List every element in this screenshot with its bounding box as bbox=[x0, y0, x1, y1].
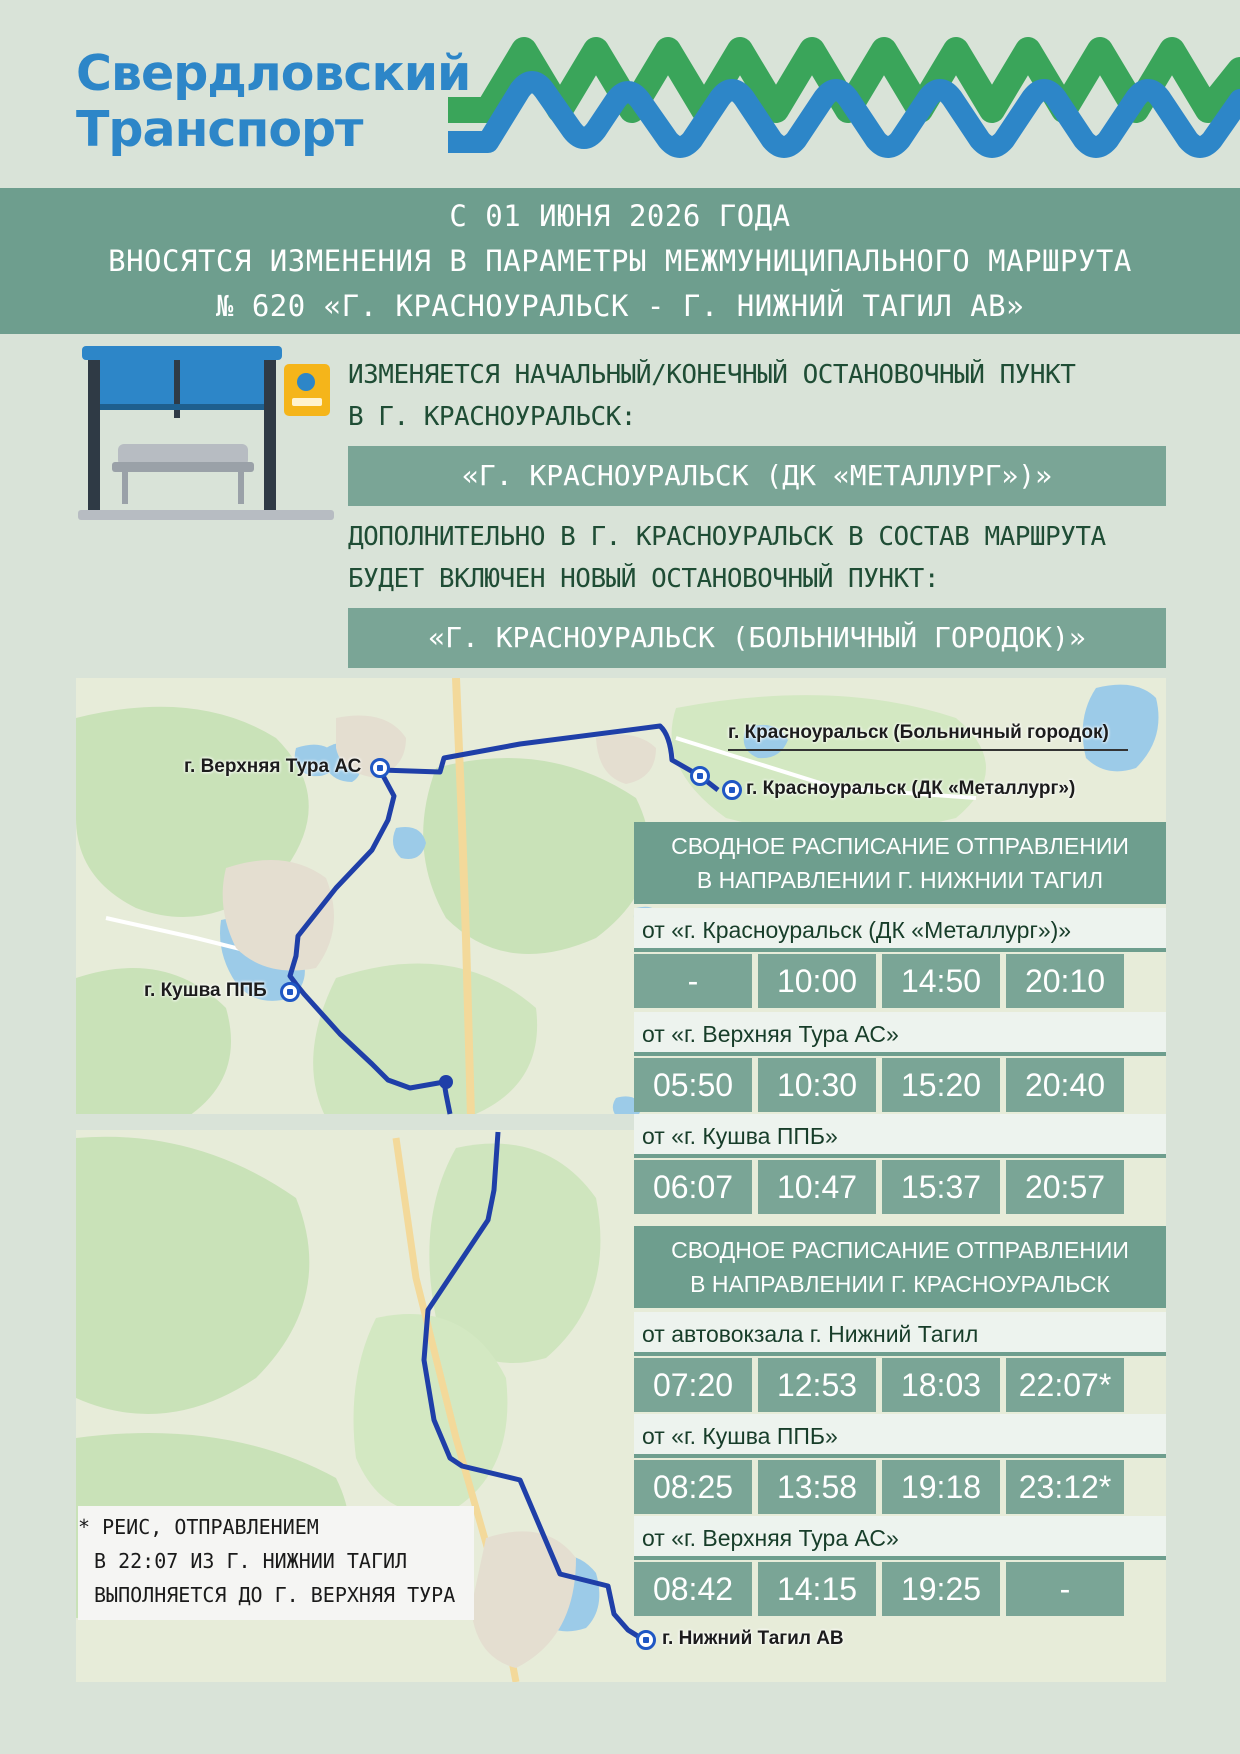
timetable-header-to-tagil bbox=[634, 822, 1166, 904]
departure-time-cell: 15:20 bbox=[882, 1058, 1000, 1112]
footnote-line-3: ВЫПОЛНЯЕТСЯ ДО Г. ВЕРХНЯЯ ТУРА bbox=[94, 1583, 456, 1607]
wave-pattern-logo bbox=[448, 30, 1240, 166]
timetable-row bbox=[634, 1358, 1166, 1416]
departure-time-cell: 22:07* bbox=[1006, 1358, 1124, 1412]
map-split-gap bbox=[76, 1114, 636, 1130]
map-label-krasnouralsk-dk: г. Красноуральск (ДК «Металлург») bbox=[746, 778, 1076, 799]
map-label-krasnouralsk-hospital: г. Красноуральск (Больничный городок) bbox=[728, 722, 1109, 743]
departure-time-cell: 08:42 bbox=[634, 1562, 752, 1616]
timetable-row bbox=[634, 1058, 1166, 1116]
timetable-origin-label: от «г. Верхняя Тура АС» bbox=[634, 1012, 1166, 1056]
departure-time-cell: 19:18 bbox=[882, 1460, 1000, 1514]
departure-time-cell: 10:30 bbox=[758, 1058, 876, 1112]
map-label-kushva: г. Кушва ППБ bbox=[144, 980, 267, 1001]
departure-time-cell: 20:10 bbox=[1006, 954, 1124, 1008]
map-label-verkhnyaya-tura: г. Верхняя Тура АС bbox=[184, 756, 362, 777]
departure-time-cell: - bbox=[1006, 1562, 1124, 1616]
timetable-row bbox=[634, 1160, 1166, 1218]
departure-time-cell: 13:58 bbox=[758, 1460, 876, 1514]
footnote-line-2: В 22:07 ИЗ Г. НИЖНИИ ТАГИЛ bbox=[94, 1549, 408, 1573]
banner-line-1: С 01 ИЮНЯ 2026 ГОДА bbox=[449, 198, 791, 233]
change-line-1: ИЗМЕНЯЕТСЯ НАЧАЛЬНЫЙ/КОНЕЧНЫЙ ОСТАНОВОЧНЫЙ ПУНКТ bbox=[348, 360, 1076, 390]
departure-time-cell: 14:50 bbox=[882, 954, 1000, 1008]
departure-time-cell: 10:00 bbox=[758, 954, 876, 1008]
bus-stop-icon-verkhnyaya-tura bbox=[370, 758, 390, 778]
departure-time-cell: 06:07 bbox=[634, 1160, 752, 1214]
departure-time-cell: 05:50 bbox=[634, 1058, 752, 1112]
departure-time-cell: 18:03 bbox=[882, 1358, 1000, 1412]
timetable-title-line-2: В НАПРАВЛЕНИИ Г. КРАСНОУРАЛЬСК bbox=[690, 1271, 1110, 1297]
added-stop-box: «Г. КРАСНОУРАЛЬСК (БОЛЬНИЧНЫЙ ГОРОДОК)» bbox=[348, 608, 1166, 668]
bus-stop-icon-krasnouralsk-hospital bbox=[690, 766, 710, 786]
label-underline bbox=[728, 749, 1128, 751]
departure-time-cell: 23:12* bbox=[1006, 1460, 1124, 1514]
departure-time-cell: 15:37 bbox=[882, 1160, 1000, 1214]
added-line-1: ДОПОЛНИТЕЛЬНО В Г. КРАСНОУРАЛЬСК В СОСТАВ МАРШРУТА bbox=[348, 522, 1106, 552]
bus-stop-icon-kushva bbox=[280, 982, 300, 1002]
timetable-row bbox=[634, 1460, 1166, 1518]
footnote-line-1: * РЕИС, ОТПРАВЛЕНИЕМ bbox=[78, 1515, 319, 1539]
departure-time-cell: 12:53 bbox=[758, 1358, 876, 1412]
start-stop-change-text bbox=[348, 354, 1075, 438]
departure-time-cell: 20:40 bbox=[1006, 1058, 1124, 1112]
added-line-2: БУДЕТ ВКЛЮЧЕН НОВЫЙ ОСТАНОВОЧНЫЙ ПУНКТ: bbox=[348, 564, 939, 594]
new-start-stop-box: «Г. КРАСНОУРАЛЬСК (ДК «МЕТАЛЛУРГ»)» bbox=[348, 446, 1166, 506]
bus-stop-icon-nizhny-tagil bbox=[636, 1630, 656, 1650]
departure-time-cell: 14:15 bbox=[758, 1562, 876, 1616]
logo-line-1: Свердловский bbox=[76, 45, 471, 102]
departure-time-cell: 07:20 bbox=[634, 1358, 752, 1412]
banner-line-3: № 620 «Г. КРАСНОУРАЛЬСК - Г. НИЖНИЙ ТАГИЛ АВ» bbox=[215, 288, 1025, 323]
brand-logo bbox=[76, 46, 470, 158]
timetable-origin-label: от автовокзала г. Нижний Тагил bbox=[634, 1312, 1166, 1356]
timetable-title-line-1: СВОДНОЕ РАСПИСАНИЕ ОТПРАВЛЕНИИ bbox=[671, 833, 1129, 859]
footnote bbox=[78, 1506, 474, 1620]
departure-time-cell: 19:25 bbox=[882, 1562, 1000, 1616]
logo-line-2: Транспорт bbox=[76, 101, 363, 158]
timetable-title-line-2: В НАПРАВЛЕНИИ Г. НИЖНИИ ТАГИЛ bbox=[696, 867, 1104, 893]
added-stop-text bbox=[348, 516, 1106, 600]
timetable-row bbox=[634, 954, 1166, 1012]
timetable-origin-label: от «г. Кушва ППБ» bbox=[634, 1414, 1166, 1458]
timetable-header-to-krasnouralsk bbox=[634, 1226, 1166, 1308]
departure-time-cell: 20:57 bbox=[1006, 1160, 1124, 1214]
departure-time-cell: 10:47 bbox=[758, 1160, 876, 1214]
bus-stop-icon-krasnouralsk-dk bbox=[722, 780, 742, 800]
timetable-origin-label: от «г. Кушва ППБ» bbox=[634, 1114, 1166, 1158]
departure-time-cell: - bbox=[634, 954, 752, 1008]
change-line-2: В Г. КРАСНОУРАЛЬСК: bbox=[348, 402, 636, 432]
timetable-origin-label: от «г. Верхняя Тура АС» bbox=[634, 1516, 1166, 1560]
timetable-row bbox=[634, 1562, 1166, 1620]
bus-shelter-icon bbox=[78, 344, 334, 524]
announcement-banner bbox=[0, 188, 1240, 334]
banner-line-2: ВНОСЯТСЯ ИЗМЕНЕНИЯ В ПАРАМЕТРЫ МЕЖМУНИЦИПАЛЬНОГО МАРШРУТА bbox=[108, 243, 1132, 278]
map-label-nizhny-tagil: г. Нижний Тагил АВ bbox=[662, 1628, 844, 1649]
timetable-title-line-1: СВОДНОЕ РАСПИСАНИЕ ОТПРАВЛЕНИИ bbox=[671, 1237, 1129, 1263]
timetable-origin-label: от «г. Красноуральск (ДК «Металлург»)» bbox=[634, 908, 1166, 952]
departure-time-cell: 08:25 bbox=[634, 1460, 752, 1514]
